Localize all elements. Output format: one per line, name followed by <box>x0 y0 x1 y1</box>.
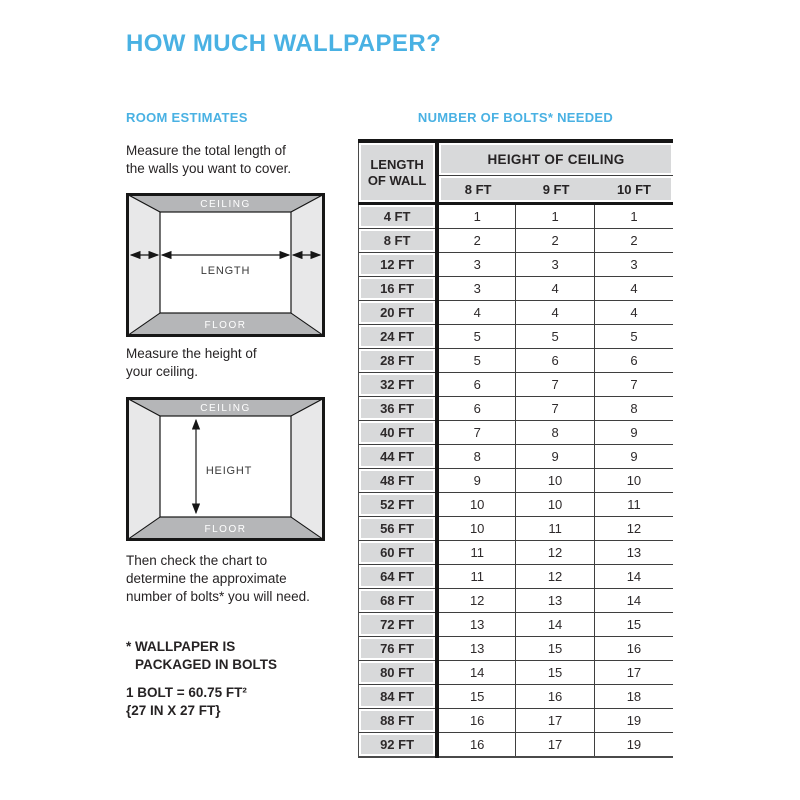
col-header-10ft: 10 FT <box>617 181 651 197</box>
bolt-count-cell: 11 <box>437 541 516 565</box>
bolt-count-cell: 6 <box>594 349 673 373</box>
bolt-count-cell: 5 <box>594 325 673 349</box>
bolt-count-cell: 8 <box>516 421 595 445</box>
bolt-size-line1: 1 BOLT = 60.75 FT² <box>126 685 247 700</box>
bolt-count-cell: 4 <box>437 301 516 325</box>
table-row <box>359 229 674 253</box>
room-estimates-section <box>126 110 331 720</box>
bolt-count-cell: 9 <box>594 445 673 469</box>
length-of-wall-line2: OF WALL <box>367 172 427 188</box>
wall-length-label: 44 FT <box>359 445 438 469</box>
table-row <box>359 733 674 758</box>
wall-length-label: 84 FT <box>359 685 438 709</box>
step3-line3: number of bolts* you will need. <box>126 589 310 604</box>
table-row <box>359 565 674 589</box>
bolts-table-body <box>359 204 674 758</box>
bolt-count-cell: 11 <box>437 565 516 589</box>
bolt-count-cell: 10 <box>437 493 516 517</box>
bolts-table-section <box>358 110 673 758</box>
length-of-wall-header <box>359 141 438 204</box>
wall-length-label: 4 FT <box>359 204 438 229</box>
table-row <box>359 445 674 469</box>
step1-instruction <box>126 142 331 178</box>
wall-length-label: 80 FT <box>359 661 438 685</box>
bolt-count-cell: 12 <box>594 517 673 541</box>
bolt-count-cell: 3 <box>594 253 673 277</box>
bolt-count-cell: 15 <box>594 613 673 637</box>
floor-label: FLOOR <box>204 320 247 331</box>
bolt-count-cell: 9 <box>516 445 595 469</box>
bolt-count-cell: 4 <box>516 277 595 301</box>
wall-length-label: 12 FT <box>359 253 438 277</box>
bolt-count-cell: 14 <box>594 589 673 613</box>
table-row <box>359 373 674 397</box>
wall-length-label: 8 FT <box>359 229 438 253</box>
table-row <box>359 661 674 685</box>
bolts-table <box>358 139 673 758</box>
bolt-count-cell: 5 <box>437 349 516 373</box>
table-row <box>359 301 674 325</box>
bolt-count-cell: 1 <box>437 204 516 229</box>
table-row <box>359 204 674 229</box>
step3-line2: determine the approximate <box>126 571 287 586</box>
bolt-count-cell: 6 <box>437 373 516 397</box>
bolt-count-cell: 7 <box>516 397 595 421</box>
bolt-count-cell: 17 <box>516 733 595 758</box>
table-row <box>359 493 674 517</box>
wall-length-label: 40 FT <box>359 421 438 445</box>
bolt-count-cell: 5 <box>437 325 516 349</box>
table-row <box>359 277 674 301</box>
length-diagram <box>126 193 325 337</box>
table-row <box>359 685 674 709</box>
table-row <box>359 589 674 613</box>
wall-length-label: 16 FT <box>359 277 438 301</box>
bolt-count-cell: 2 <box>516 229 595 253</box>
height-measure-label: HEIGHT <box>205 465 253 477</box>
footnote-line1: * WALLPAPER IS <box>126 639 236 654</box>
bolt-count-cell: 4 <box>516 301 595 325</box>
table-row <box>359 421 674 445</box>
bolt-count-cell: 16 <box>437 733 516 758</box>
bolt-count-cell: 17 <box>594 661 673 685</box>
length-of-wall-line1: LENGTH <box>370 156 424 172</box>
right-wall-panel <box>291 399 324 540</box>
bolt-count-cell: 11 <box>516 517 595 541</box>
step1-line1: Measure the total length of <box>126 143 286 158</box>
wall-length-label: 64 FT <box>359 565 438 589</box>
room-estimates-heading: ROOM ESTIMATES <box>126 110 248 125</box>
bolt-count-cell: 16 <box>516 685 595 709</box>
bolt-count-cell: 3 <box>437 277 516 301</box>
bolt-count-cell: 17 <box>516 709 595 733</box>
bolt-count-cell: 4 <box>594 277 673 301</box>
bolt-count-cell: 13 <box>516 589 595 613</box>
ceiling-label: CEILING <box>200 199 251 210</box>
ceiling-height-subheader <box>437 176 673 204</box>
table-row <box>359 709 674 733</box>
back-wall-panel <box>160 212 291 313</box>
bolt-count-cell: 18 <box>594 685 673 709</box>
table-row <box>359 325 674 349</box>
wall-length-label: 76 FT <box>359 637 438 661</box>
table-row <box>359 637 674 661</box>
wall-length-label: 32 FT <box>359 373 438 397</box>
left-wall-panel <box>128 399 161 540</box>
wall-length-label: 36 FT <box>359 397 438 421</box>
bolt-count-cell: 5 <box>516 325 595 349</box>
bolt-count-cell: 12 <box>437 589 516 613</box>
bolt-count-cell: 10 <box>594 469 673 493</box>
wallpaper-footnote <box>126 638 331 674</box>
table-row <box>359 517 674 541</box>
bolt-count-cell: 7 <box>594 373 673 397</box>
table-header-row-1 <box>359 141 674 176</box>
height-of-ceiling-header: HEIGHT OF CEILING <box>437 141 673 176</box>
bolt-count-cell: 9 <box>594 421 673 445</box>
bolt-count-cell: 8 <box>437 445 516 469</box>
table-row <box>359 541 674 565</box>
step1-line2: the walls you want to cover. <box>126 161 292 176</box>
col-header-8ft: 8 FT <box>464 181 492 197</box>
bolt-count-cell: 14 <box>594 565 673 589</box>
bolt-count-cell: 8 <box>594 397 673 421</box>
wall-length-label: 56 FT <box>359 517 438 541</box>
bolt-count-cell: 2 <box>437 229 516 253</box>
bolt-count-cell: 10 <box>516 493 595 517</box>
bolt-count-cell: 19 <box>594 733 673 758</box>
bolt-count-cell: 7 <box>437 421 516 445</box>
bolt-count-cell: 14 <box>437 661 516 685</box>
table-row <box>359 613 674 637</box>
bolt-count-cell: 3 <box>437 253 516 277</box>
bolt-count-cell: 10 <box>516 469 595 493</box>
table-row <box>359 469 674 493</box>
wall-length-label: 72 FT <box>359 613 438 637</box>
wall-length-label: 52 FT <box>359 493 438 517</box>
wall-length-label: 24 FT <box>359 325 438 349</box>
bolt-count-cell: 11 <box>594 493 673 517</box>
wall-length-label: 88 FT <box>359 709 438 733</box>
step2-instruction <box>126 345 331 381</box>
bolt-count-cell: 6 <box>516 349 595 373</box>
page-title: HOW MUCH WALLPAPER? <box>126 30 442 57</box>
bolt-count-cell: 13 <box>594 541 673 565</box>
bolt-count-cell: 7 <box>516 373 595 397</box>
bolt-count-cell: 12 <box>516 565 595 589</box>
step3-instruction <box>126 552 331 606</box>
right-wall-panel <box>291 195 324 336</box>
step2-line2: your ceiling. <box>126 364 199 379</box>
bolt-count-cell: 16 <box>437 709 516 733</box>
bolt-count-cell: 4 <box>594 301 673 325</box>
bolt-count-cell: 3 <box>516 253 595 277</box>
wall-length-label: 48 FT <box>359 469 438 493</box>
bolt-size-line2: {27 IN X 27 FT} <box>126 703 221 718</box>
wall-length-label: 28 FT <box>359 349 438 373</box>
wall-length-label: 60 FT <box>359 541 438 565</box>
left-wall-panel <box>128 195 161 336</box>
bolt-count-cell: 1 <box>516 204 595 229</box>
step2-line1: Measure the height of <box>126 346 257 361</box>
bolt-count-cell: 15 <box>516 661 595 685</box>
bolt-count-cell: 9 <box>437 469 516 493</box>
bolt-count-cell: 16 <box>594 637 673 661</box>
bolt-count-cell: 1 <box>594 204 673 229</box>
ceiling-label: CEILING <box>200 403 251 414</box>
footnote-line2: PACKAGED IN BOLTS <box>135 657 278 672</box>
bolt-count-cell: 15 <box>437 685 516 709</box>
table-row <box>359 397 674 421</box>
bolt-count-cell: 6 <box>437 397 516 421</box>
height-diagram <box>126 397 325 541</box>
bolt-size-note <box>126 684 331 720</box>
table-row <box>359 253 674 277</box>
bolt-count-cell: 10 <box>437 517 516 541</box>
wall-length-label: 20 FT <box>359 301 438 325</box>
table-row <box>359 349 674 373</box>
wall-length-label: 68 FT <box>359 589 438 613</box>
bolt-count-cell: 12 <box>516 541 595 565</box>
bolt-count-cell: 2 <box>594 229 673 253</box>
step3-line1: Then check the chart to <box>126 553 268 568</box>
bolt-count-cell: 19 <box>594 709 673 733</box>
wall-length-label: 92 FT <box>359 733 438 758</box>
bolt-count-cell: 13 <box>437 637 516 661</box>
length-measure-label: LENGTH <box>200 265 251 277</box>
bolts-table-heading: NUMBER OF BOLTS* NEEDED <box>417 110 614 125</box>
col-header-9ft: 9 FT <box>542 181 570 197</box>
bolt-count-cell: 15 <box>516 637 595 661</box>
floor-label: FLOOR <box>204 524 247 535</box>
bolt-count-cell: 13 <box>437 613 516 637</box>
bolt-count-cell: 14 <box>516 613 595 637</box>
